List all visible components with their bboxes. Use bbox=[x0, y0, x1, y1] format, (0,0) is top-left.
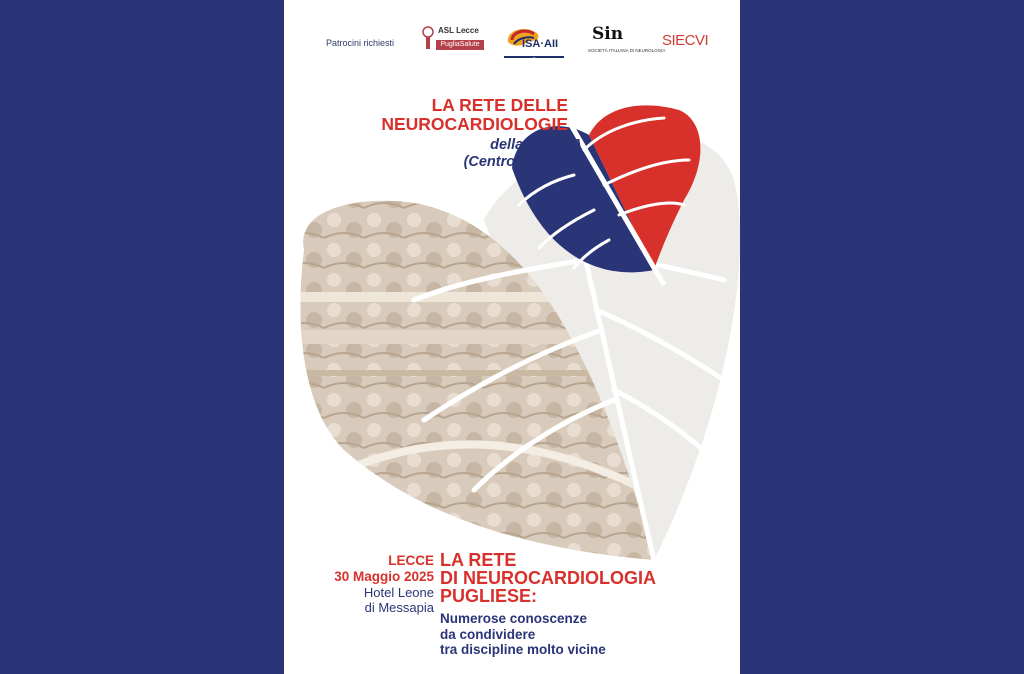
event-venue-line1: Hotel Leone bbox=[363, 585, 434, 600]
event-city: LECCE bbox=[388, 553, 434, 568]
asl-logo-line1: ASL Lecce bbox=[438, 26, 479, 35]
header-subtitle-line2: (Centro di Lecce) bbox=[463, 154, 582, 170]
header-title bbox=[284, 96, 568, 134]
sponsors-label: Patrocini richiesti bbox=[326, 38, 395, 48]
main-subtitle-line1: Numerose conoscenze bbox=[440, 611, 588, 626]
header-subtitle bbox=[284, 137, 582, 171]
main-title-line1: LA RETE bbox=[440, 550, 517, 570]
main-subtitle bbox=[440, 611, 740, 658]
sin-logo-subtext: SOCIETÀ ITALIANA DI NEUROLOGIA bbox=[588, 48, 666, 53]
siecvi-logo-text: SIECVI bbox=[662, 32, 709, 49]
event-venue-line2: di Messapia bbox=[364, 600, 434, 615]
main-title bbox=[440, 551, 740, 605]
event-poster bbox=[284, 0, 740, 674]
main-title-line2: DI NEUROCARDIOLOGIA bbox=[440, 568, 656, 588]
main-subtitle-line2: da condividere bbox=[440, 626, 536, 642]
asl-logo-line2: PugliaSalute bbox=[436, 40, 484, 50]
header-title-line2: NEUROCARDIOLOGIE bbox=[381, 114, 568, 134]
isa-logo-text: ISA·AII bbox=[522, 38, 559, 50]
event-date: 30 Maggio 2025 bbox=[334, 569, 434, 584]
header-title-line1: LA RETE DELLE bbox=[431, 95, 568, 115]
main-title-line3: PUGLIESE: bbox=[440, 586, 538, 606]
main-subtitle-line3: tra discipline molto vicine bbox=[440, 642, 606, 657]
header-subtitle-line1: della PUGLIA bbox=[490, 137, 582, 153]
sin-logo-text: Sin bbox=[592, 24, 624, 44]
event-details bbox=[284, 553, 434, 615]
